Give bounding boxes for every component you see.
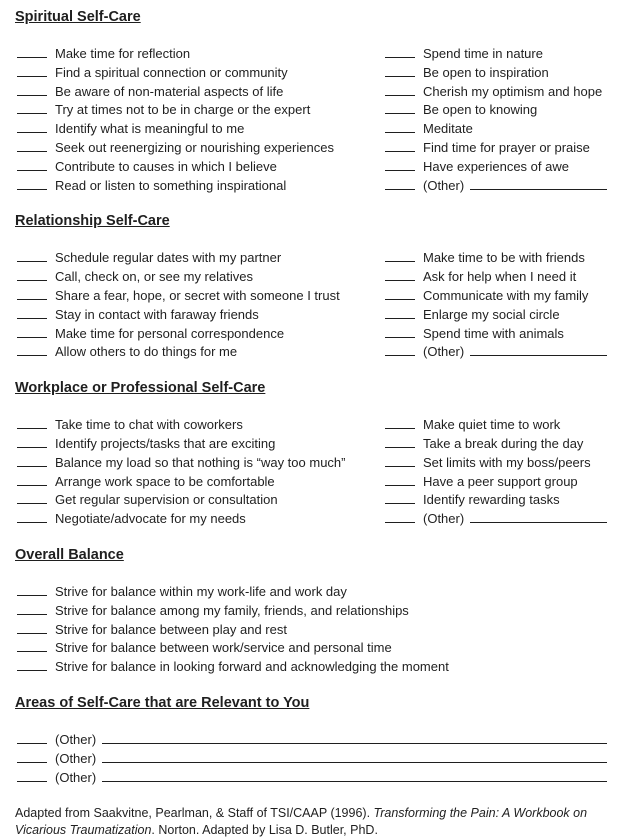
- checklist-row: [15, 101, 609, 120]
- rating-blank[interactable]: [385, 177, 415, 190]
- item-label: Call, check on, or see my relatives: [55, 269, 253, 285]
- write-in-blank[interactable]: [102, 731, 607, 744]
- rating-blank[interactable]: [385, 435, 415, 448]
- item-label: Have a peer support group: [423, 473, 578, 489]
- item-label: Make time for personal correspondence: [55, 325, 285, 341]
- checklist-item: [15, 416, 383, 435]
- rating-blank[interactable]: [385, 473, 415, 486]
- rating-blank[interactable]: [385, 120, 415, 133]
- rating-blank[interactable]: [385, 101, 415, 114]
- rating-blank[interactable]: [17, 583, 47, 596]
- item-label: Find time for prayer or praise: [423, 139, 590, 155]
- item-label: (Other): [55, 731, 97, 747]
- rating-blank[interactable]: [385, 325, 415, 338]
- rating-blank[interactable]: [17, 491, 47, 504]
- rating-blank[interactable]: [17, 343, 47, 356]
- checklist-item: [383, 249, 609, 268]
- item-label: Find a spiritual connection or community: [55, 64, 288, 80]
- rating-blank[interactable]: [17, 435, 47, 448]
- item-label: (Other): [55, 769, 97, 785]
- checklist-item: [15, 769, 609, 788]
- item-label: Ask for help when I need it: [423, 269, 577, 285]
- item-label: Spend time with animals: [423, 325, 564, 341]
- checklist-item: [383, 177, 609, 196]
- section-areas-of-self-care-that-are-relevant-to-you: [15, 695, 609, 787]
- rating-blank[interactable]: [17, 416, 47, 429]
- checklist-item: [15, 473, 383, 492]
- item-label: Cherish my optimism and hope: [423, 83, 603, 99]
- rating-blank[interactable]: [17, 750, 47, 763]
- checklist-item: [15, 139, 383, 158]
- checklist-row: [15, 268, 609, 287]
- rating-blank[interactable]: [17, 621, 47, 634]
- item-label: Read or listen to something inspirational: [55, 177, 287, 193]
- rating-blank[interactable]: [385, 454, 415, 467]
- rating-blank[interactable]: [17, 454, 47, 467]
- checklist-item: [15, 287, 383, 306]
- item-label: (Other): [423, 177, 465, 193]
- checklist-row: [15, 473, 609, 492]
- item-label: Be aware of non-material aspects of life: [55, 83, 284, 99]
- checklist-item: [383, 268, 609, 287]
- checklist-item: [15, 454, 383, 473]
- write-in-blank[interactable]: [102, 769, 607, 782]
- rating-blank[interactable]: [17, 306, 47, 319]
- section-workplace-or-professional-self-care: [15, 380, 609, 529]
- checklist-row: [15, 639, 609, 658]
- rating-blank[interactable]: [385, 249, 415, 262]
- write-in-blank[interactable]: [470, 510, 607, 523]
- write-in-blank[interactable]: [470, 343, 607, 356]
- checklist-item: [383, 325, 609, 344]
- checklist-item: [15, 64, 383, 83]
- section-overall-balance: [15, 547, 609, 677]
- checklist-row: [15, 658, 609, 677]
- rating-blank[interactable]: [385, 45, 415, 58]
- rating-blank[interactable]: [385, 416, 415, 429]
- rating-blank[interactable]: [385, 306, 415, 319]
- checklist-row: [15, 139, 609, 158]
- section-relationship-self-care: [15, 213, 609, 362]
- item-label: Be open to knowing: [423, 102, 538, 118]
- rating-blank[interactable]: [17, 769, 47, 782]
- item-label: Balance my load so that nothing is “way too much”: [55, 454, 346, 470]
- item-label: (Other): [423, 344, 465, 360]
- rating-blank[interactable]: [17, 120, 47, 133]
- item-label: Schedule regular dates with my partner: [55, 250, 282, 266]
- checklist-item: [383, 435, 609, 454]
- rating-blank[interactable]: [17, 473, 47, 486]
- item-label: Set limits with my boss/peers: [423, 454, 591, 470]
- rating-blank[interactable]: [385, 510, 415, 523]
- write-in-blank[interactable]: [102, 750, 607, 763]
- rating-blank[interactable]: [17, 158, 47, 171]
- item-label: Identify projects/tasks that are exciting: [55, 435, 276, 451]
- rating-blank[interactable]: [385, 83, 415, 96]
- rating-blank[interactable]: [17, 45, 47, 58]
- checklist-item: [15, 658, 609, 677]
- checklist-row: [15, 325, 609, 344]
- write-in-blank[interactable]: [470, 177, 607, 190]
- checklist-row: [15, 621, 609, 640]
- checklist-item: [383, 510, 609, 529]
- checklist-item: [383, 416, 609, 435]
- item-label: Try at times not to be in charge or the expert: [55, 102, 311, 118]
- citation-text: . Norton. Adapted by Lisa D. Butler, PhD.: [151, 823, 378, 838]
- checklist-row: [15, 416, 609, 435]
- checklist-item: [383, 45, 609, 64]
- rating-blank[interactable]: [17, 287, 47, 300]
- checklist-item: [15, 325, 383, 344]
- checklist-item: [15, 583, 609, 602]
- rating-blank[interactable]: [17, 83, 47, 96]
- checklist-item: [383, 120, 609, 139]
- checklist-item: [15, 158, 383, 177]
- checklist-row: [15, 177, 609, 196]
- item-label: (Other): [423, 511, 465, 527]
- item-label: Take time to chat with coworkers: [55, 417, 243, 433]
- checklist-row: [15, 83, 609, 102]
- item-label: Strive for balance between play and rest: [55, 621, 287, 637]
- section-title: Workplace or Professional Self-Care: [15, 380, 266, 397]
- item-label: Make time for reflection: [55, 46, 191, 61]
- rating-blank[interactable]: [17, 64, 47, 77]
- checklist-item: [15, 491, 383, 510]
- rating-blank[interactable]: [17, 639, 47, 652]
- checklist-item: [15, 602, 609, 621]
- checklist-item: [383, 473, 609, 492]
- checklist-item: [15, 249, 383, 268]
- checklist-item: [15, 101, 383, 120]
- checklist-item: [15, 731, 609, 750]
- rating-blank[interactable]: [17, 101, 47, 114]
- checklist-item: [383, 158, 609, 177]
- rating-blank[interactable]: [385, 287, 415, 300]
- rating-blank[interactable]: [17, 249, 47, 262]
- rating-blank[interactable]: [17, 510, 47, 523]
- item-label: Identify what is meaningful to me: [55, 121, 245, 137]
- rating-blank[interactable]: [17, 268, 47, 281]
- item-label: Spend time in nature: [423, 46, 543, 61]
- self-care-assessment-worksheet: [15, 9, 609, 839]
- rating-blank[interactable]: [385, 343, 415, 356]
- checklist-row: [15, 287, 609, 306]
- checklist-item: [383, 343, 609, 362]
- item-label: Seek out reenergizing or nourishing experiences: [55, 139, 334, 155]
- citation-footer: [15, 805, 609, 839]
- item-label: Allow others to do things for me: [55, 344, 238, 360]
- rating-blank[interactable]: [385, 491, 415, 504]
- item-label: Enlarge my social circle: [423, 306, 560, 322]
- item-label: Contribute to causes in which I believe: [55, 158, 277, 174]
- item-label: Strive for balance among my family, friends, and relationships: [55, 602, 409, 618]
- checklist-item: [15, 83, 383, 102]
- rating-blank[interactable]: [385, 64, 415, 77]
- section-title: Relationship Self-Care: [15, 213, 170, 230]
- section-title: Areas of Self-Care that are Relevant to You: [15, 694, 310, 711]
- rating-blank[interactable]: [17, 731, 47, 744]
- checklist-item: [383, 101, 609, 120]
- worksheet-sections: [15, 9, 609, 787]
- checklist-item: [15, 343, 383, 362]
- checklist-item: [15, 120, 383, 139]
- item-label: Take a break during the day: [423, 435, 584, 451]
- section-title: Spiritual Self-Care: [15, 9, 141, 25]
- item-label: Get regular supervision or consultation: [55, 492, 278, 508]
- item-label: Meditate: [423, 121, 473, 137]
- rating-blank[interactable]: [17, 602, 47, 615]
- checklist-item: [383, 306, 609, 325]
- checklist-row: [15, 64, 609, 83]
- item-label: Have experiences of awe: [423, 158, 569, 174]
- item-label: Communicate with my family: [423, 287, 589, 303]
- checklist-row: [15, 249, 609, 268]
- checklist-row: [15, 454, 609, 473]
- checklist-row: [15, 343, 609, 362]
- checklist-item: [15, 177, 383, 196]
- rating-blank[interactable]: [385, 268, 415, 281]
- item-label: Strive for balance within my work-life and work day: [55, 583, 347, 599]
- item-label: Make time to be with friends: [423, 250, 585, 266]
- checklist-row: [15, 120, 609, 139]
- item-label: Make quiet time to work: [423, 417, 561, 433]
- citation-book-title: Transforming the Pain: A Workbook on Vicarious Traumatization: [15, 806, 588, 838]
- checklist-row: [15, 306, 609, 325]
- item-label: Negotiate/advocate for my needs: [55, 511, 246, 527]
- item-label: Arrange work space to be comfortable: [55, 473, 275, 489]
- checklist-item: [383, 287, 609, 306]
- rating-blank[interactable]: [17, 658, 47, 671]
- checklist-item: [383, 139, 609, 158]
- checklist-item: [383, 491, 609, 510]
- checklist-item: [15, 621, 609, 640]
- checklist-item: [383, 83, 609, 102]
- rating-blank[interactable]: [385, 139, 415, 152]
- checklist-row: [15, 769, 609, 788]
- rating-blank[interactable]: [17, 139, 47, 152]
- checklist-row: [15, 750, 609, 769]
- citation-text: Adapted from Saakvitne, Pearlman, & Staff of TSI/CAAP (1996).: [15, 806, 374, 821]
- rating-blank[interactable]: [17, 325, 47, 338]
- item-label: Strive for balance between work/service and personal time: [55, 640, 392, 656]
- section-spiritual-self-care: [15, 9, 609, 195]
- rating-blank[interactable]: [385, 158, 415, 171]
- item-label: Identify rewarding tasks: [423, 492, 560, 508]
- rating-blank[interactable]: [17, 177, 47, 190]
- checklist-item: [15, 268, 383, 287]
- checklist-item: [383, 454, 609, 473]
- checklist-item: [15, 45, 383, 64]
- item-label: (Other): [55, 750, 97, 766]
- item-label: Be open to inspiration: [423, 64, 549, 80]
- item-label: Strive for balance in looking forward and acknowledging the moment: [55, 659, 449, 675]
- checklist-row: [15, 510, 609, 529]
- checklist-row: [15, 491, 609, 510]
- checklist-item: [383, 64, 609, 83]
- checklist-item: [15, 750, 609, 769]
- checklist-row: [15, 731, 609, 750]
- checklist-row: [15, 583, 609, 602]
- checklist-item: [15, 306, 383, 325]
- checklist-row: [15, 158, 609, 177]
- item-label: Stay in contact with faraway friends: [55, 306, 259, 322]
- checklist-row: [15, 602, 609, 621]
- section-title: Overall Balance: [15, 546, 124, 563]
- checklist-item: [15, 510, 383, 529]
- checklist-row: [15, 435, 609, 454]
- item-label: Share a fear, hope, or secret with someone I trust: [55, 287, 340, 303]
- checklist-item: [15, 639, 609, 658]
- checklist-item: [15, 435, 383, 454]
- checklist-row: [15, 45, 609, 64]
